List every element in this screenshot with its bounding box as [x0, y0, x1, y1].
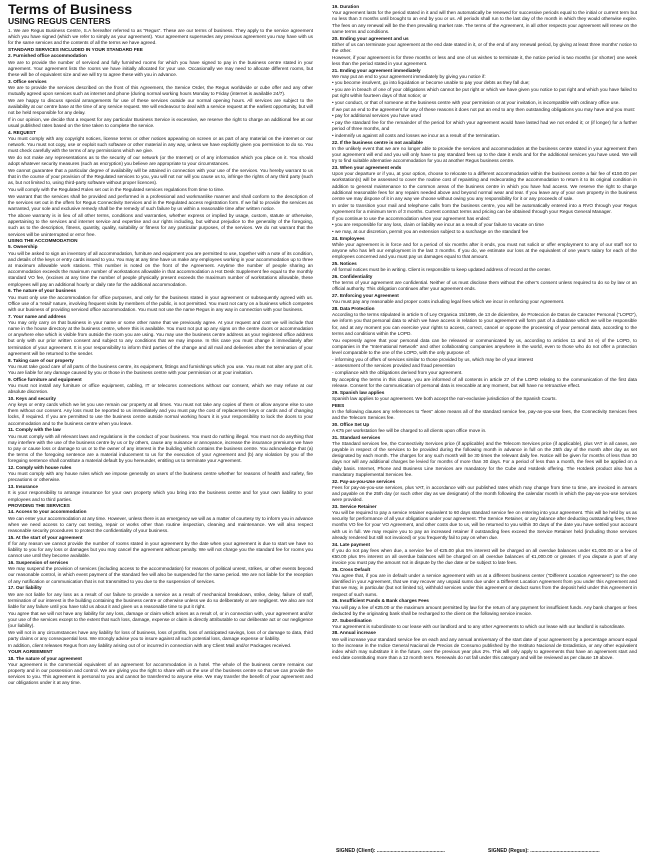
section-heading: YOUR AGREEMENT: [8, 649, 53, 655]
section-paragraph: 1. We are Regus Business Centre, S.A hereafter referred to as "Regus". These are our terms of business. They apply to the service agreement which you have signed (which we refer to simply as your agreement). Your agreement supersedes any previous agreement you may have with us for the same services and the contents of all the terms we have agreed.: [8, 28, 313, 46]
section-heading: 33. Service Retainer: [332, 503, 377, 509]
client-signature-line: SIGNED (Client): .................................................: [336, 848, 445, 854]
section-heading: 9. Office furniture and equipment: [8, 376, 82, 382]
section-paragraph: In the unlikely event that we are no longer able to provide the services and accommodation at the business centre stated in your agreement then your agreement will end and you will only have to pay standard fees up to the date it ends and for the additional services you have used. We will try to find suitable alternative accommodation for you at another Regus business centre.: [332, 145, 637, 164]
signature-row: [332, 848, 637, 858]
section-heading: 24. Employees: [332, 235, 365, 241]
section-heading: 14. Access to your accommodation: [8, 509, 87, 515]
section-paragraph: However, if your agreement is for three months or less and one of us wishes to terminate it, the notice period is two months (or shorter) one week less than the period stated in your agreement.: [332, 54, 637, 66]
section-paragraph: If you continue to use the accommodation when your agreement has ended:: [332, 215, 490, 221]
section-paragraph: All formal notices must be in writing. Client is responsible to keep updated address of record at the center.: [332, 267, 552, 273]
section-paragraph: We will increase your standard service fee on each and any annual anniversary of the start date of your agreement by a percentage amount equal to the increase in the Indice General Nacional de Precios de Consumo published by the Instituto Nacional de Estadistica, or any other equivalent index which may substitute it in the future, over the previous year plus 2%. This will only apply to agreements that have an agreement start and end date constituting more than a 12 month term. Renewals do not fall under this category and will be reviewed as per clause 19 above.: [332, 636, 637, 661]
section-heading: 34. Late payment: [332, 541, 371, 547]
section-heading: 6. The nature of your business: [8, 288, 76, 294]
section-paragraph: The terms of your agreement are confidential. Neither of us must disclose them without the other's consent unless required to do so by law or an official authority. This obligation continues after your agreement ends.: [332, 280, 637, 292]
section-paragraph: Fees for pay-as-you-use services, plus VAT, in accordance with our published rates which may change from time to time, are invoiced in arrears and payable on the 25th day (or such other day as we designate) of the month following the calendar month in which the pay-as-you-use services were provided.: [332, 484, 637, 503]
section-paragraph: The Standard services fee, the Connectivity Services price (if applicable) and the Telecom Services price (if applicable), plus VAT in all cases, are payable in respect of the services to be provided during the following month in advance in full on the 25th day of the month after day as set designated by each month. The charges for any such month will be 30 times the relevant daily fee. Notice will be given for months of less than 30 days nor will any additional charges be levied for months of more than 30 days. For a period of less than a month, the fees will be applied on a daily basis. Internet, Phone and Business Line Services are mandatory for the Cube and Hotdesk offering. The Hotdesk product also has a mandatory Supplemental Services fee.: [332, 440, 637, 477]
section-paragraph: You agree that we will not have any liability for any loss, damage or claim which arises as a result of, or in connection with, your agreement and/or your use of the services except to the extent that such loss, damage, expense or claim is directly attributable to our deliberate act or our negligence (our liability).: [8, 610, 313, 629]
section-heading: 4. REQUEST: [8, 129, 36, 135]
section-heading: FEES: [332, 402, 345, 408]
section-paragraph: You must comply with any copyright notices, license terms or other notices appearing on screen or as part of any material on the internet or our network. You must not copy, use or exploit such software or other material in any way, unless we have explicitly given you permission to do so. You must check carefully with the terms of any permissions which we give.: [8, 135, 313, 154]
section-paragraph: We can enter your accommodation at any time. However, unless there is an emergency we will as a matter of courtesy try to inform you in advance when we need access to carry out testing, repair or works other than routine inspection, cleaning and maintenance. We will also respect reasonable security procedures to protect the confidentiality of your business.: [8, 515, 313, 534]
section-paragraph: Your agreement is subordinate to our lease with our landlord and to any other Agreements to which our lease with our landlord is subordinate.: [332, 623, 626, 629]
section-heading: 22. If the business centre is not available: [332, 139, 423, 145]
section-paragraph: We are happy to discuss special arrangements for use of these services outside our normal opening hours. All services are subject to the availability at our centre base at the time of any service request. We will endeavour to deal with a service request at the earliest opportunity, but will not be held responsible for any delay.: [8, 97, 313, 116]
section-heading: 18. The nature of your agreement: [8, 655, 82, 661]
section-paragraph: We will not in any circumstances have any liability for loss of business, loss of profits, loss of anticipated savings, loss of or damage to data, third party claims or any consequential loss. We strongly advise you to insure against all such potential loss, damage expense or liability.: [8, 629, 313, 641]
section-paragraph: - compliance with the obligations derived from your agreement.: [332, 370, 463, 376]
section-paragraph: We warrant that the services shall be provided and performed in a professional and workmanlike manner and shall conform to the description of the services set out in the offers for Regus Connectivity Services and in the Regulated access registration form. If we fail to provide the services as warranted, your sole and exclusive remedy shall be the remedy of such failure by us within a reasonable time after written notice.: [8, 193, 313, 212]
section-paragraph: You will be required to pay a service retainer equivalent to 60 days standard service fee on entering into your agreement. This will be held by us as security for performance of all your obligations under your agreement. The Service Retainer, or any balance after deducting outstanding fees, three months VO fee for your VO Agreement, and other costs due to us, will be returned to you within 30 days of the date you have settled your account with us in full. We may require you to pay an increased retainer if outstanding fees exceed the Service Retainer held (including those services already rendered but still not invoiced) or you frequently fail to pay on when due.: [332, 510, 637, 540]
section-heading: 31. Standard services: [332, 434, 381, 440]
section-paragraph: You will pay a fee of €25.00 or the maximum amount permitted by law for the return of any payment for insufficient funds. Any bank charges or fees deducted by the originating bank shall be recharged to the client on the following service invoice.: [332, 604, 637, 616]
section-paragraph: It is your responsibility to arrange insurance for your own property which you bring into the business centre and for your own liability to your employees and to third parties.: [8, 490, 313, 502]
section-paragraph: You must comply with any house rules which we impose generally on users of the business centre whether for reasons of health and safety, fire precautions or otherwise.: [8, 471, 313, 483]
section-heading: 32. Pay-as-you-Use services: [332, 478, 396, 484]
section-paragraph: The above warranty is in lieu of all other terms, conditions and warranties, whether express or implied by usage, custom, statute or otherwise, appertaining to the services and internet service and expertise and our rights including, but without prejudice to the generality of the foregoing, such as to the description, fitness, quantity, quality, suitability or fitness for any particular purposes, of the services. We do not warrant that the services will be uninterrupted or error free.: [8, 212, 313, 237]
section-heading: 21. Ending your agreement immediately: [332, 67, 421, 73]
section-heading: 5. Ownership: [8, 244, 38, 250]
section-heading: 10. Keys and security: [8, 395, 56, 401]
section-paragraph: We are to provide the services described on the front of this Agreement, the Service Order, the Regus worldwide or cube offer and any other mutually agreed upon services such as internet and phone (during normal working hours Monday to Friday (internet is available 24/7).: [8, 84, 313, 97]
section-paragraph: • you are in breach of one of your obligations which cannot be put right or which we have given you notice to put right and which you have failed to put right within fourteen days of that notice; or: [332, 87, 637, 99]
section-paragraph: If for any reason we cannot provide the number of rooms stated in your agreement by the date when your agreement is due to start we have no liability to you for any loss or damages but you may cancel the agreement without penalty. We will not charge you the standard fee for rooms you cannot use until they become available.: [8, 540, 313, 559]
section-paragraph: We are not liable for any loss as a result of our failure to provide a service as a result of mechanical breakdown, strike, delay, failure of staff, termination of our interest in the building containing the business centre or otherwise unless we do so deliberately or are negligent. We also are not liable for any failure until you have told us about it and given us a reasonable time to put it right.: [8, 591, 313, 609]
section-heading: 17. Our liability: [8, 585, 42, 591]
right-column: [332, 4, 637, 854]
section-paragraph: We are to provide the number of serviced and fully furnished rooms for which you have signed to pay in the business centre stated in your agreement. Your agreement lists the rooms we have initially allocated for your use. Occasionally we may need to allocate different rooms, but these will be of equivalent size and we will try to agree these with you in advance.: [8, 59, 313, 77]
section-paragraph: You expressly agree that your personal data can be released or communicated by us, according to articles 11 and 34 e) of the LOPD, to companies in the "International Network" and other collaborating companies anywhere in the world, even to those who do not offer a protection level comparable to the one of the LOPD, with the only purpose of:: [332, 337, 637, 355]
section-paragraph: You agree that, if you are in default under a service agreement with us at a different business center ("Different Location Agreement") to the one identified in your Agreement, that we may recover any unpaid sums due under a Different Location Agreement from you under this Agreement and that we may, in particular (but not limited to), withhold services under this agreement or deduct sums from the deposit held under this Agreement in respect of such sums.: [332, 573, 637, 597]
section-paragraph: According to the terms stipulated in article 5 of Ley Organica 15/1999, de 13 de diciembre, de Proteccion de Datos de Caracter Personal ("LOPD"), we inform you that personal data to which we have access in relation to your agreement will form part of a database which we will be responsible for, and at any moment you can exercise your rights to access, correct, cancel or oppose the processing of your personal data, according to the terms and conditions within the LOPD.: [332, 312, 637, 336]
section-paragraph: • you become insolvent, go into liquidation or become unable to pay your debts as they fall due;: [332, 80, 530, 86]
section-paragraph: If you do not pay fees when due, a service fee of €25.00 plus 5% interest will be charged on all overdue balances under €1,000.00 or a fee of €50.00 plus 5% interest on all overdue balances will be charged on all overdue balances of €1,000.00 or greater. If you dispute a part of any invoice you must pay the amount not in dispute by the due date or be subject to late fees.: [332, 547, 637, 566]
section-paragraph: • your conduct, or that of someone at the business centre with your permission or at your invitation, is incompatible with ordinary office use.: [332, 100, 620, 106]
section-heading: 2. Furnished office accommodation: [8, 53, 87, 59]
section-paragraph: - informing you of offers of services similar to those provided by us, which may be of your interest: [332, 356, 534, 362]
section-heading: STANDARD SERVICES INCLUDED IN YOUR STANDARD FEE: [8, 47, 143, 53]
left-column: [8, 28, 313, 854]
section-paragraph: Either of us can terminate your agreement at the end date stated in it, or of the end of any renewal period, by giving at least three months' notice to the other.: [332, 41, 637, 53]
section-heading: 36. Insufficient Funds & Bank charges Fees: [332, 598, 429, 604]
section-paragraph: Upon your departure or if you, at your option, choose to relocate to a different accommodation within the business centre a fair fee of €150.00 per workstation(s) will be assessed to cover the routine cost of repainting and redecorating the accommodation to return it to its original condition in addition to general maintenance to the common areas of the business centre in which you have had access. We reserve the right to charge additional reasonable fees for any repairs needed above and beyond normal wear and tear. If you leave any of your own property in the business centre we may dispose of it in any way we choose without owing you any responsibility for it or any proceeds of sale.: [332, 171, 637, 202]
section-paragraph: We cannot guarantee that a particular degree of availability will be attained in connection with your use of the services. You hereby warrant to us that in the course of your provision of the Regulated services to you, you will not nor will you cause us to, infringe the rights of any third party (such as, but not limited to, using third-party software without proper licences).: [8, 167, 313, 186]
section-heading: 8. Taking care of our property: [8, 357, 74, 363]
document-subtitle: USING REGUS CENTERS: [8, 16, 111, 26]
section-paragraph: • indemnify us against all costs and losses we incur as a result of the termination.: [332, 133, 501, 139]
section-heading: 38. Annual increase: [332, 630, 376, 636]
section-heading: 35. Cross Default: [332, 566, 371, 572]
section-heading: 28. Data Protection: [332, 306, 375, 312]
section-paragraph: If we put an end to the agreement for any of these reasons it does not put an end to any then outstanding obligations you may have and you must:: [332, 106, 636, 112]
section-paragraph: We do not make any representations as to the security of our network (or the Internet) or of any information which you place on it. You should adopt whatever security measures (such as encryption) you believe are appropriate to your circumstances.: [8, 155, 313, 167]
section-heading: 7. Your name and address: [8, 313, 66, 319]
section-paragraph: • pay for additional services you have used: [332, 113, 421, 119]
section-paragraph: Any keys or entry cards which we let you use remain our property at all times. You must not take any copies of them or allow anyone else to use them without our consent. Any loss must be reported to us immediately and you must pay the cost of replacement keys or cards and of changing locks, if required. If you are permitted to use the business centre outside normal working hours it is your responsibility to lock the doors to your accommodation and to the business centre when you leave.: [8, 401, 313, 426]
section-paragraph: You will be asked to sign an inventory of all accommodation, furniture and equipment you are permitted to use, together with a note of its condition, and details of the keys or entry cards issued to you. You may at any time have us make any employees working in your accommodation up to three at maximum allowable work stations. This number is noted on the front of the Agreement. Anytime the number of people sharing an accommodation exceeds the maximum number of workstations allowable in that accommodation a Hot Desk Supplement fee equal to the monthly standard VO fee, (excises at any time the number of people physically present exceeds the maximum number of workstations allowable, these employees will pay an additional hourly or daily rate for the additional accommodation.: [8, 250, 313, 287]
section-paragraph: You will comply with the Regulated Rules set out in the Regulated services regulations from time to time.: [8, 187, 225, 193]
section-heading: 29. Spanish law applies: [332, 389, 385, 395]
section-heading: PROVIDING THE SERVICES: [8, 503, 70, 509]
section-paragraph: A €75 per workstation fee will be charged to all clients upon office move in.: [332, 427, 487, 433]
section-heading: 3. Office services: [8, 78, 47, 84]
section-heading: 23. When your agreement ends: [332, 165, 402, 171]
section-heading: 11. Comply with the law: [8, 427, 61, 433]
section-heading: 25. Notices: [332, 261, 357, 267]
section-paragraph: You must not install any furniture or office equipment, cabling, IT or telecoms connections without our consent, which we may refuse at our absolute discretion.: [8, 382, 313, 395]
section-heading: 37. Subordination: [332, 617, 372, 623]
section-paragraph: You must comply with all relevant laws and regulations in the conduct of your business. You must do nothing illegal. You must not do anything that may interfere with the use of the business centre by us or by others, cause any nuisance or annoyance, increase the insurance premiums we have to pay or cause loss or damage to us or to the owner of any interest in the building which contains the business centre. You acknowledge that (a) the terms of the foregoing sentence are a material inducement to us for the execution of your Agreement and (b) any violation by you of the foregoing sentence shall constitute a material default by you hereunder, entitling us to terminate your Agreement.: [8, 433, 313, 464]
section-paragraph: Your agreement is the commercial equivalent of an agreement for accommodation in a hotel. The whole of the business centre remains our property and in our possession and control. We are giving you the right to share with us the use of the business centre so that we can provide the services to you. This agreement is personal to you and cannot be transferred to anyone else. We may transfer the benefit of your agreement and our obligations under it at any time.: [8, 661, 313, 686]
section-paragraph: You must pay any reasonable and proper costs including legal fees which we incur in enforcing your Agreement.: [332, 299, 565, 305]
section-heading: 20. Ending your agreement and us: [332, 35, 409, 41]
section-paragraph: - assessment of the services provided and fraud prevention: [332, 363, 455, 369]
section-heading: 26. Confidentiality: [332, 274, 373, 280]
section-heading: 19. Duration: [332, 4, 360, 9]
section-paragraph: We may suspend the provision of services (including access to the accommodation) for reasons of political unrest, strikes, or other events beyond our reasonable control, in which event payment of the standard fee will also be suspended for the same period. We are not liable for the reception of any notification or communication that is not transmitted to you due to the suspension of services.: [8, 566, 313, 584]
section-paragraph: Your agreement lasts for the period stated in it and will then automatically be renewed for successive periods equal to the initial or current term but no less than 3 months until brought to an end by you or us. All periods shall run to the last day of the month in which they would otherwise expire. The fees on any renewal will be the then prevailing market rate. The terms of the Agreement, in all other respects your agreement will renew on the same terms and conditions.: [332, 10, 637, 34]
section-paragraph: In addition, client releases Regus from any liability arising out of or incurred in connection with any Client Mail and/or Packages received.: [8, 642, 292, 648]
section-paragraph: You must only use the accommodation for office purposes, and only for the business stated in your agreement or subsequently agreed with us. Office use of a 'retail' nature, involving frequent visits by members of the public, is not permitted. You must not carry on a business which competes with our business of providing serviced office accommodation. You must not use the name Regus in any way in connection with your business.: [8, 294, 313, 312]
section-paragraph: By accepting the terms in this clause, you are informed of all contents in article 27 of the LOPD relating to the communication of the first data release. Consent for the communication of personal data is revocable at any moment, but will have no retroactive effect.: [332, 376, 637, 388]
section-paragraph: • pay the standard fee for the remainder of the period for which your agreement would have lasted had we not ended it; or (if longer) for a further period of three months, and: [332, 120, 637, 132]
section-paragraph: • we may, at our discretion, permit you an extension subject to a surcharge on the standard fee: [332, 229, 529, 235]
document-title: Terms of Business: [8, 1, 133, 17]
section-paragraph: While your agreement is in force and for a period of six months after it ends, you must not solicit or offer employment to any of our staff nor to anyone who has left our employment in the last 3 months. If you do, we estimate our loss at the equivalent of one year's salary for each of the employees concerned and you must pay us damages equal to that amount.: [332, 242, 637, 260]
regus-signature-line: SIGNED (Regus): ..................................................: [488, 848, 600, 854]
section-paragraph: Spanish law applies to your agreement. We both accept the non-exclusive jurisdiction of the Spanish Courts.: [332, 395, 557, 401]
section-paragraph: We may put an end to your agreement immediately by giving you notice if:: [332, 73, 486, 79]
section-heading: 12. Comply with house rules: [8, 465, 72, 471]
section-paragraph: You must take good care of all parts of the business centre, its equipment, fittings and furnishings which you use. You must not alter any part of it. You are liable for any damage caused by you or those in the business centre with your permission or at your invitation.: [8, 363, 313, 375]
section-heading: USING THE ACCOMMODATION: [8, 238, 78, 244]
section-paragraph: • you are responsible for any loss, claim or liability we incur as a result of your failure to vacate on time: [332, 222, 544, 228]
section-heading: 30. Office Set Up: [332, 421, 370, 427]
section-heading: 27. Enforcing your Agreement: [332, 293, 399, 299]
section-paragraph: If in our opinion, we decide that a request for any particular Business Service is excessive, we reserve the right to charge an additional fee at our usual published rates based on the time taken to complete the service.: [8, 116, 313, 129]
section-heading: 13. Insurance: [8, 484, 38, 490]
section-heading: 16. Suspension of services: [8, 560, 69, 566]
section-paragraph: In the following clauses any references to "fees" alone means all of the standard service fee, pay-as-you-use fees, the Connectivity Services fees and the Telecom Services fee.: [332, 408, 637, 420]
section-paragraph: In order to transition your mail and telephone calls from the business centre, you will be automatically entered into a RVO through your Regus Agreement for a minimum term of 3 months. Current contract terms and pricing can be obtained through your Regus General Manager.: [332, 202, 637, 214]
section-heading: 15. At the start of your agreement: [8, 534, 83, 540]
section-paragraph: You may only carry on that business in your name or some other name that we previously agree. At your request and cost we will include that name in the house directory at the business centre, where this is available. You must not put up any signs on the centre doors or accommodation or anywhere else which is visible from outside the room you are using. You may use the business centre address as your registered office address but only with our prior written consent and subject to any conditions that we may impose. In this case you must change it immediately after termination of your agreement. It is your responsibility to inform third parties of the change and all mail and deliveries after the termination of your agreement will be returned to the sender.: [8, 319, 313, 356]
